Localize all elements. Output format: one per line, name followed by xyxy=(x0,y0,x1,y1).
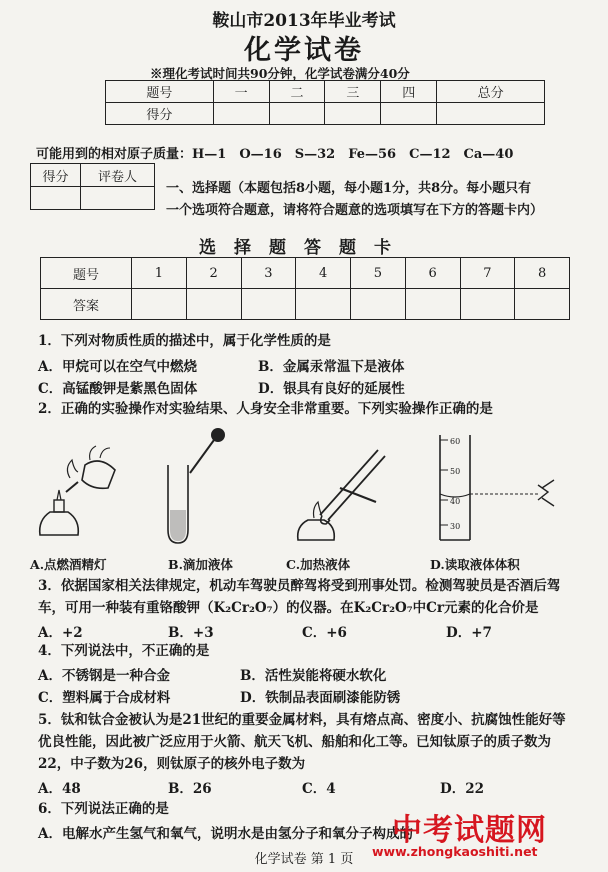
cylinder-tick-50: 50 xyxy=(450,467,461,476)
q5-stem-line-2: 优良性能，因此被广泛应用于火箭、航天飞机、船舶和化工等。已知钛原子的质子数为 xyxy=(38,734,551,750)
answer-card-title: 选择题答题卡 xyxy=(199,238,409,258)
score-cell xyxy=(269,103,325,125)
score-cell xyxy=(381,103,437,125)
q5-option-a: A．48 xyxy=(38,781,81,797)
score-header-3: 三 xyxy=(325,81,381,103)
q6-option-a: A．电解水产生氢气和氧气，说明水是由氢分子和氧分子构成的 xyxy=(38,826,413,842)
q5-option-b: B．26 xyxy=(168,781,212,797)
answer-card-number: 7 xyxy=(460,258,515,289)
answer-cell[interactable] xyxy=(405,289,460,320)
exam-title: 鞍山市2013年毕业考试 xyxy=(212,11,396,31)
score-header-1: 一 xyxy=(213,81,269,103)
answer-cell[interactable] xyxy=(186,289,241,320)
answer-card-number-label: 题号 xyxy=(41,258,132,289)
q3-stem-line-1: 3．依据国家相关法律规定，机动车驾驶员醉驾将受到刑事处罚。检测驾驶员是否酒后驾 xyxy=(38,578,561,594)
answer-cell[interactable] xyxy=(241,289,296,320)
grader-box xyxy=(30,163,155,210)
answer-card-number: 1 xyxy=(132,258,187,289)
watermark-url: www.zhongkaoshiti.net xyxy=(372,844,538,859)
answer-card-number: 5 xyxy=(351,258,406,289)
q2-option-c: C.加热液体 xyxy=(286,557,351,572)
answer-cell[interactable] xyxy=(460,289,515,320)
score-header-total: 总分 xyxy=(437,81,545,103)
q6-stem: 6．下列说法正确的是 xyxy=(38,801,169,817)
q2-option-d: D.读取液体体积 xyxy=(430,557,520,572)
answer-cell[interactable] xyxy=(351,289,406,320)
q5-stem-line-1: 5．钛和钛合金被认为是21世纪的重要金属材料，具有熔点高、密度小、抗腐蚀性能好等 xyxy=(38,712,566,728)
answer-card-number: 3 xyxy=(241,258,296,289)
answer-card-number: 8 xyxy=(515,258,570,289)
heating-tube-icon xyxy=(290,440,390,550)
answer-card-answer-label: 答案 xyxy=(41,289,132,320)
score-header-2: 二 xyxy=(269,81,325,103)
q4-stem: 4．下列说法中，不正确的是 xyxy=(38,643,210,659)
q3-option-d: D．+7 xyxy=(446,625,492,641)
graduated-cylinder-icon xyxy=(430,430,560,550)
q1-stem: 1．下列对物质性质的描述中，属于化学性质的是 xyxy=(38,333,331,349)
q3-stem-line-2: 车，可用一种装有重铬酸钾（K₂Cr₂O₇）的仪器。在K₂Cr₂O₇中Cr元素的化合价是 xyxy=(38,600,539,616)
section-1-instructions xyxy=(166,178,543,222)
score-cell xyxy=(325,103,381,125)
grader-name-cell xyxy=(80,187,154,210)
score-cell xyxy=(437,103,545,125)
grader-name-label: 评卷人 xyxy=(80,164,154,187)
atomic-masses: 可能用到的相对原子质量：H—1 O—16 S—32 Fe—56 C—12 Ca—40 xyxy=(36,147,514,162)
q1-option-c: C．高锰酸钾是紫黑色固体 xyxy=(38,381,198,397)
q5-option-d: D．22 xyxy=(440,781,484,797)
score-row-label: 得分 xyxy=(106,103,214,125)
answer-card-number: 6 xyxy=(405,258,460,289)
page-footer: 化学试卷 第 1 页 xyxy=(254,852,354,867)
answer-card-number: 4 xyxy=(296,258,351,289)
subject-title: 化学试卷 xyxy=(244,35,364,66)
cylinder-tick-60: 60 xyxy=(450,437,461,446)
q1-option-b: B．金属汞常温下是液体 xyxy=(258,359,405,375)
q4-option-b: B．活性炭能将硬水软化 xyxy=(240,668,387,684)
watermark-brand: 中考试题网 xyxy=(392,813,547,848)
q3-option-c: C．+6 xyxy=(302,625,347,641)
q3-option-b: B．+3 xyxy=(168,625,214,641)
grader-score-label: 得分 xyxy=(31,164,81,187)
score-table xyxy=(105,80,545,125)
cylinder-tick-30: 30 xyxy=(450,522,461,531)
answer-cell[interactable] xyxy=(132,289,187,320)
score-cell xyxy=(213,103,269,125)
q5-stem-line-3: 22，中子数为26，则钛原子的核外电子数为 xyxy=(38,756,306,772)
q2-stem: 2．正确的实验操作对实验结果、人身安全非常重要。下列实验操作正确的是 xyxy=(38,401,493,417)
q1-option-a: A．甲烷可以在空气中燃烧 xyxy=(38,359,197,375)
q5-option-c: C．4 xyxy=(302,781,336,797)
answer-card-number: 2 xyxy=(186,258,241,289)
answer-card xyxy=(40,257,570,320)
q2-option-a: A.点燃酒精灯 xyxy=(30,557,107,572)
lamp-to-lamp-icon xyxy=(30,440,130,550)
q2-option-b: B.滴加液体 xyxy=(168,557,233,572)
q3-option-a: A．+2 xyxy=(38,625,83,641)
dropper-test-tube-icon xyxy=(160,425,230,550)
grader-score-cell xyxy=(31,187,81,210)
q4-option-c: C．塑料属于合成材料 xyxy=(38,690,171,706)
cylinder-tick-40: 40 xyxy=(450,497,461,506)
section-1-line-2: 一个选项符合题意，请将符合题意的选项填写在下方的答题卡内） xyxy=(166,203,544,218)
q1-option-d: D．银具有良好的延展性 xyxy=(258,381,405,397)
section-1-line-1: 一、选择题（本题包括8小题，每小题1分，共8分。每小题只有 xyxy=(166,181,532,196)
q4-option-d: D．铁制品表面刷漆能防锈 xyxy=(240,690,401,706)
answer-cell[interactable] xyxy=(296,289,351,320)
exam-note: ※理化考试时间共90分钟，化学试卷满分40分 xyxy=(150,66,410,81)
answer-cell[interactable] xyxy=(515,289,570,320)
score-header-4: 四 xyxy=(381,81,437,103)
q4-option-a: A．不锈钢是一种合金 xyxy=(38,668,170,684)
score-header-number: 题号 xyxy=(106,81,214,103)
